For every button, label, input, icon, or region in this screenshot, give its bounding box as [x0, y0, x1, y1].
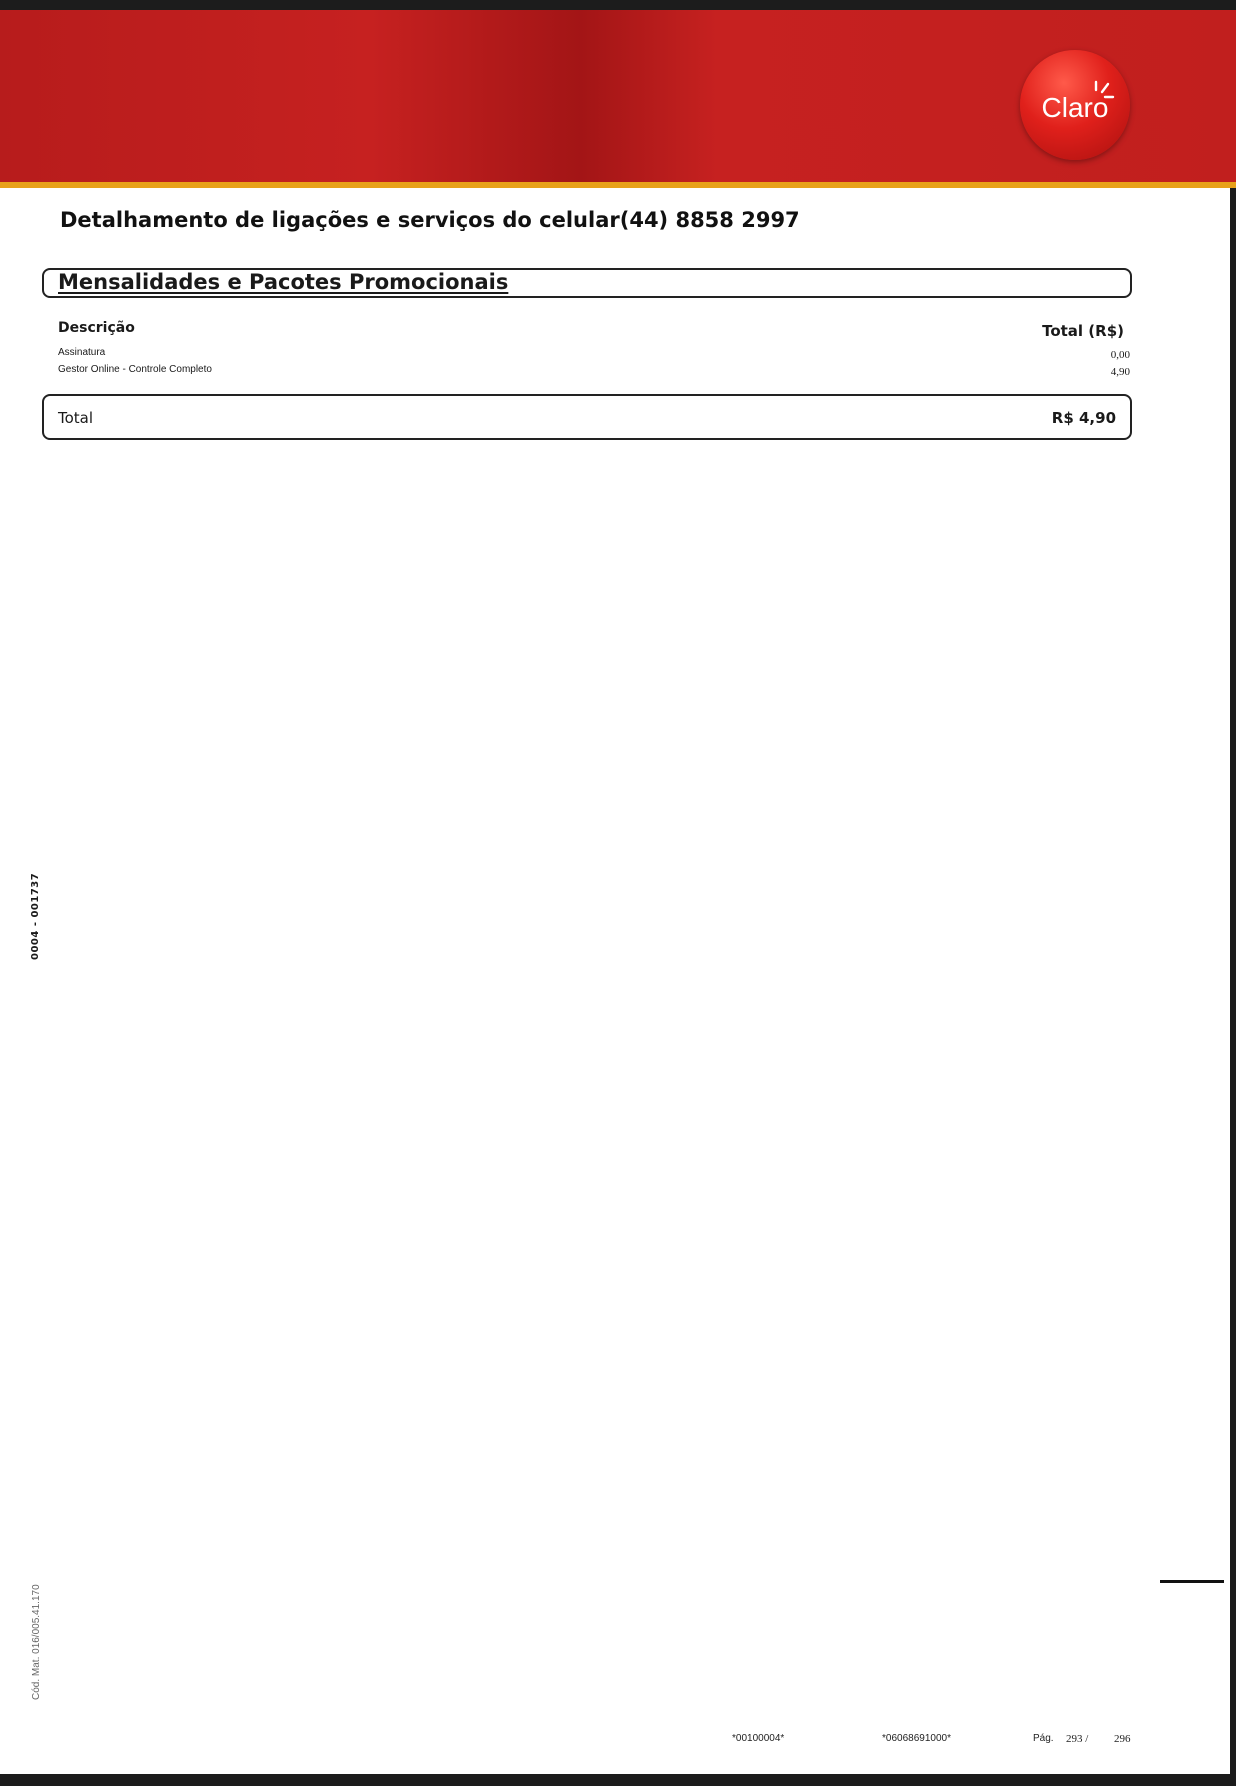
claro-logo: [1020, 50, 1130, 160]
section-header-box: [42, 268, 1132, 298]
item-description: Assinatura: [58, 347, 106, 358]
header-band: [0, 10, 1236, 182]
item-total: 4,90: [1110, 366, 1130, 378]
scan-edge-bottom: [0, 1774, 1236, 1786]
page-current: 293 /: [1066, 1733, 1089, 1745]
total-value: R$ 4,90: [1051, 409, 1116, 427]
page-total: 296: [1114, 1733, 1131, 1745]
footer-barcode-1: *00100004*: [732, 1733, 785, 1744]
sun-rays-icon: [1086, 80, 1116, 102]
margin-mark: [1160, 1580, 1224, 1583]
total-box: [42, 394, 1132, 440]
item-description: Gestor Online - Controle Completo: [58, 364, 212, 375]
material-code: Cód. Mat. 016/005.41.170: [31, 1584, 42, 1700]
column-header-total: Total (R$): [1042, 322, 1124, 340]
footer-barcode-2: *06068691000*: [882, 1733, 951, 1744]
logo-text: Claro: [1041, 92, 1109, 123]
column-header-description: Descrição: [58, 320, 135, 336]
section-title: Mensalidades e Pacotes Promocionais: [58, 270, 509, 294]
side-code: 0004 - 001737: [30, 872, 41, 960]
page-label: Pág.: [1033, 1733, 1054, 1744]
total-label: Total: [58, 409, 94, 427]
page-title: Detalhamento de ligações e serviços do celular(44) 8858 2997: [60, 208, 800, 232]
scan-edge-right: [1230, 0, 1236, 1786]
scan-edge-top: [0, 0, 1236, 10]
item-total: 0,00: [1110, 349, 1130, 361]
